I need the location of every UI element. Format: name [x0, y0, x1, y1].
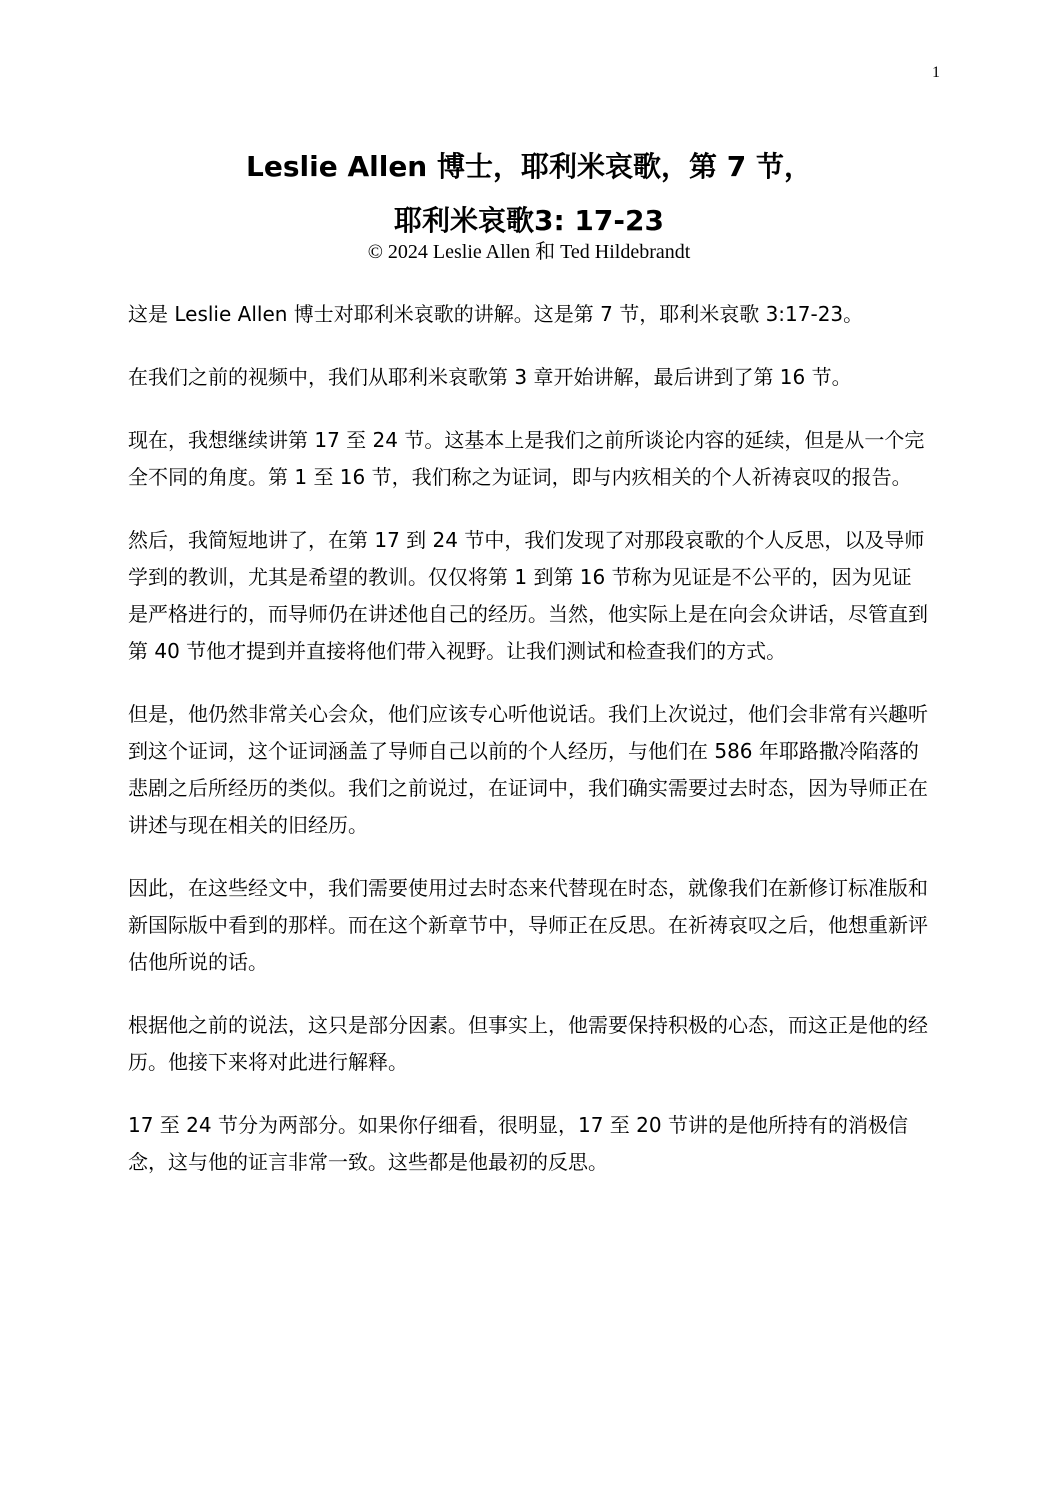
paragraph: 根据他之前的说法，这只是部分因素。但事实上，他需要保持积极的心态，而这正是他的经历。他接下来将对此进行解释。 — [128, 1013, 928, 1074]
paragraph: 但是，他仍然非常关心会众，他们应该专心听他说话。我们上次说过，他们会非常有兴趣听到这个证词，这个证词涵盖了导师自己以前的个人经历，与他们在 586 年耶路撒冷陷落的悲剧之后所经历的类似。我们之前说过，在证词中，我们确实需要过去时态，因为导师正在讲述与现在相关的旧经历。 — [128, 702, 928, 837]
title-line-2: 耶利米哀歌3: 17-23 — [394, 204, 664, 237]
copyright-line: © 2024 Leslie Allen 和 Ted Hildebrandt — [367, 241, 691, 263]
page-number: 1 — [932, 64, 940, 81]
document-title — [0, 140, 1058, 248]
paragraph: 17 至 24 节分为两部分。如果你仔细看，很明显，17 至 20 节讲的是他所持有的消极信念，这与他的证言非常一致。这些都是他最初的反思。 — [128, 1113, 908, 1174]
title-line-1: Leslie Allen 博士，耶利米哀歌，第 7 节， — [246, 150, 812, 183]
document-body — [128, 296, 928, 1207]
paragraph: 在我们之前的视频中，我们从耶利米哀歌第 3 章开始讲解，最后讲到了第 16 节。 — [128, 365, 852, 389]
paragraph: 现在，我想继续讲第 17 至 24 节。这基本上是我们之前所谈论内容的延续，但是从一个完全不同的角度。第 1 至 16 节，我们称之为证词，即与内疚相关的个人祈祷哀叹的报告。 — [128, 428, 925, 489]
paragraph: 这是 Leslie Allen 博士对耶利米哀歌的讲解。这是第 7 节，耶利米哀歌 3:17-23。 — [128, 302, 864, 326]
paragraph: 因此，在这些经文中，我们需要使用过去时态来代替现在时态，就像我们在新修订标准版和新国际版中看到的那样。而在这个新章节中，导师正在反思。在祈祷哀叹之后，他想重新评估他所说的话。 — [128, 876, 928, 974]
paragraph: 然后，我简短地讲了，在第 17 到 24 节中，我们发现了对那段哀歌的个人反思，以及导师学到的教训，尤其是希望的教训。仅仅将第 1 到第 16 节称为见证是不公平的，因为见证是严格进行的，而导师仍在讲述他自己的经历。当然，他实际上是在向会众讲话，尽管直到第 40 节他才提到并直接将他们带入视野。让我们测试和检查我们的方式。 — [128, 528, 928, 663]
